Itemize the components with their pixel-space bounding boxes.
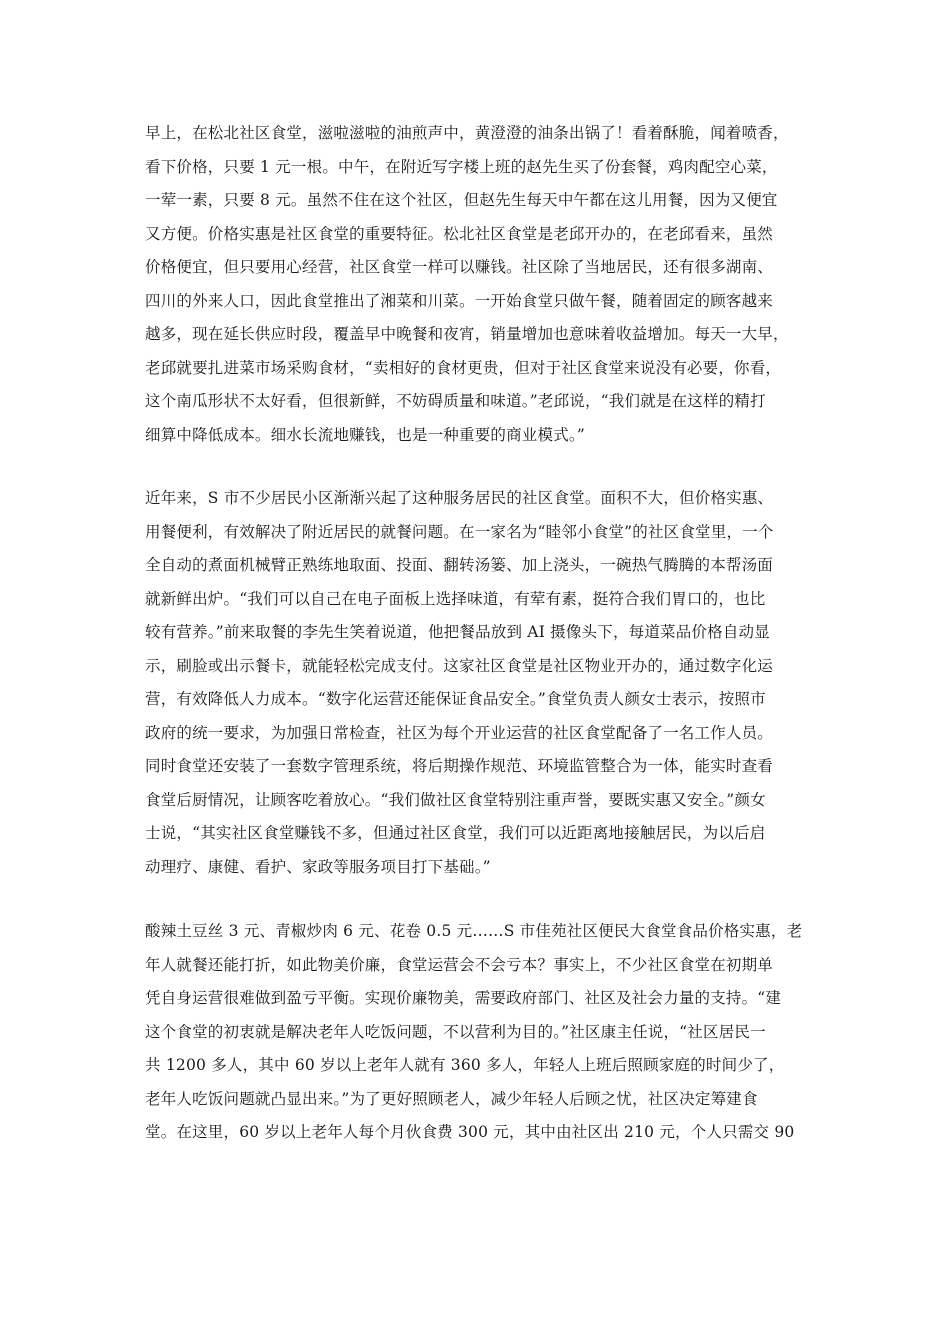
text-line: 营，有效降低人力成本。“数字化运营还能保证食品安全。”食堂负责人颜女士表示，按照市: [145, 690, 766, 708]
text-line: 细算中降低成本。细水长流地赚钱，也是一种重要的商业模式。”: [145, 425, 585, 444]
text-line: 凭自身运营很难做到盈亏平衡。实现价廉物美，需要政府部门、社区及社会力量的支持。“建: [145, 989, 782, 1007]
text-line: 又方便。价格实惠是社区食堂的重要特征。松北社区食堂是老邱开办的，在老邱看来，虽然: [145, 224, 774, 243]
text-line: 同时食堂还安装了一套数字管理系统，将后期操作规范、环境监管整合为一体，能实时查看: [145, 757, 774, 775]
text-line: 食堂后厨情况，让顾客吃着放心。“我们做社区食堂特别注重声誉，要既实惠又安全。”颜女: [145, 790, 766, 809]
paragraph-1: [145, 117, 865, 452]
text-line: 这个南瓜形状不太好看，但很新鲜，不妨碍质量和味道。”老邱说，“我们就是在这样的精打: [145, 392, 766, 410]
text-line: 这个食堂的初衷就是解决老年人吃饭问题，不以营利为目的。”社区康主任说，“社区居民一: [145, 1022, 766, 1041]
text-line: 近年来，S 市不少居民小区渐渐兴起了这种服务居民的社区食堂。面积不大，但价格实惠、: [145, 489, 774, 507]
text-line: 堂。在这里，60 岁以上老年人每个月伙食费 300 元，其中由社区出 210 元，个人只需交 90: [145, 1123, 795, 1141]
paragraph-2: [145, 482, 865, 884]
text-line: 士说，“其实社区食堂赚钱不多，但通过社区食堂，我们可以近距离地接触居民，为以后启: [145, 824, 766, 842]
text-line: 全自动的煮面机械臂正熟练地取面、投面、翻转汤篓、加上浇头，一碗热气腾腾的本帮汤面: [145, 556, 774, 574]
text-line: 动理疗、康健、看护、家政等服务项目打下基础。”: [145, 857, 491, 876]
text-line: 老年人吃饭问题就凸显出来。”为了更好照顾老人，减少年轻人后顾之忧，社区决定筹建食: [145, 1089, 758, 1108]
text-line: 看下价格，只要 1 元一根。中午，在附近写字楼上班的赵先生买了份套餐，鸡肉配空心菜，: [145, 157, 778, 176]
text-line: 价格便宜，但只要用心经营，社区食堂一样可以赚钱。社区除了当地居民，还有很多湖南、: [145, 258, 774, 276]
text-line: 老邱就要扎进菜市场采购食材，“卖相好的食材更贵，但对于社区食堂来说没有必要，你看，: [145, 358, 782, 377]
text-line: 较有营养。”前来取餐的李先生笑着说道，他把餐品放到 AI 摄像头下，每道菜品价格自动显: [145, 623, 770, 641]
text-line: 早上，在松北社区食堂，滋啦滋啦的油煎声中，黄澄澄的油条出锅了！看着酥脆，闻着喷香，: [145, 124, 789, 142]
text-line: 用餐便利，有效解决了附近居民的就餐问题。在一家名为“睦邻小食堂”的社区食堂里，一个: [145, 522, 774, 541]
text-line: 政府的统一要求，为加强日常检查，社区为每个开业运营的社区食堂配备了一名工作人员。: [145, 723, 774, 742]
text-line: 示，刷脸或出示餐卡，就能轻松完成支付。这家社区食堂是社区物业开办的，通过数字化运: [145, 656, 774, 675]
paragraph-3: [145, 915, 865, 1150]
text-line: 年人就餐还能打折，如此物美价廉，食堂运营会不会亏本？事实上，不少社区食堂在初期单: [145, 955, 774, 974]
text-line: 共 1200 多人，其中 60 岁以上老年人就有 360 多人，年轻人上班后照顾家庭的时间少了，: [145, 1056, 785, 1074]
text-line: 酸辣土豆丝 3 元、青椒炒肉 6 元、花卷 0.5 元……S 市佳苑社区便民大食堂食品价格实惠，老: [145, 922, 803, 940]
text-line: 就新鲜出炉。“我们可以自己在电子面板上选择味道，有荤有素，挺符合我们胃口的，也比: [145, 589, 766, 608]
text-line: 四川的外来人口，因此食堂推出了湘菜和川菜。一开始食堂只做午餐，随着固定的顾客越来: [145, 291, 774, 310]
text-line: 一荤一素，只要 8 元。虽然不住在这个社区，但赵先生每天中午都在这儿用餐，因为又便宜: [145, 191, 778, 209]
text-line: 越多，现在延长供应时段，覆盖早中晚餐和夜宵，销量增加也意味着收益增加。每天一大早，: [145, 325, 789, 343]
